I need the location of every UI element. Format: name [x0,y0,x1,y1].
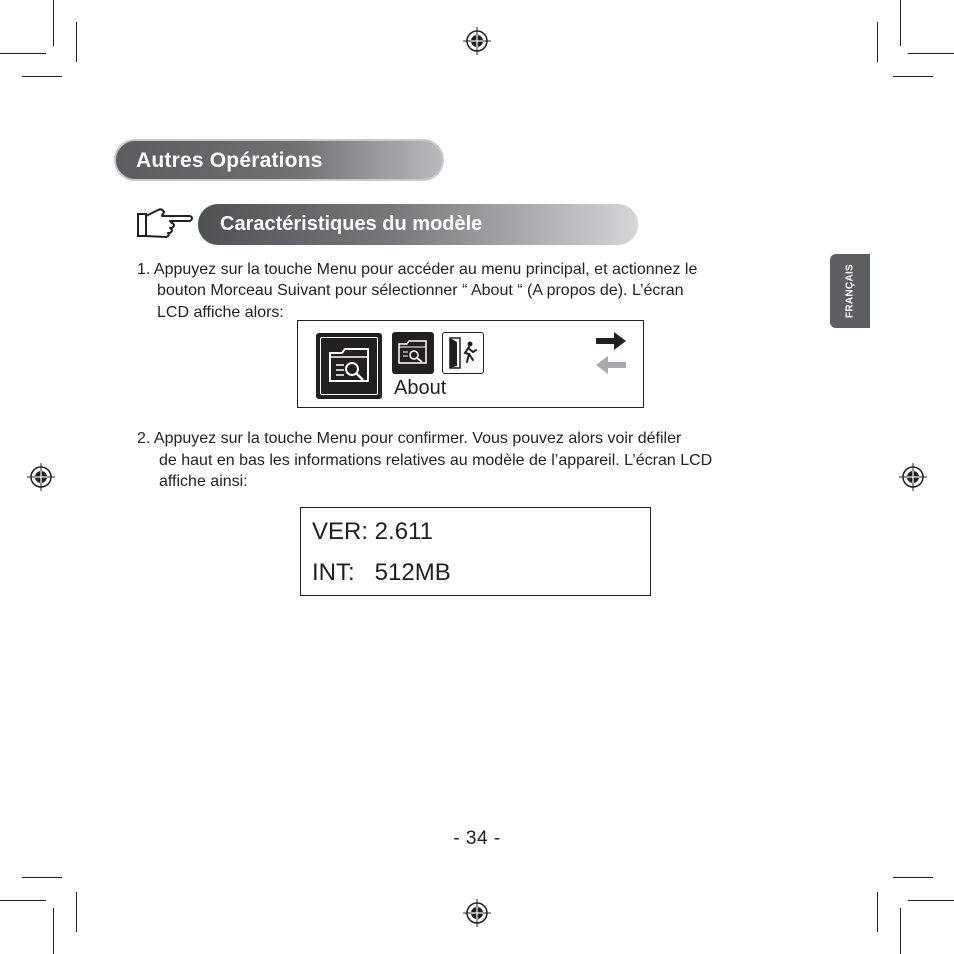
subsection-title: Caractéristiques du modèle [220,213,483,235]
page-number: - 34 - [453,828,501,849]
subsection-title-banner [198,204,638,245]
step1-line1: 1. Appuyez sur la touche Menu pour accéder au menu principal, et actionnez le [137,261,698,278]
crop-mark [0,900,46,901]
menu-item-label: About [394,377,447,399]
language-tab-label: FRANÇAIS [844,263,856,319]
crop-mark [877,22,878,62]
crop-mark [900,908,901,954]
exit-door-icon [442,332,484,374]
crop-mark [893,76,933,77]
crop-mark [76,22,77,62]
about-folder-small-icon [392,332,434,374]
crop-mark [53,0,54,46]
step2-line1: 2. Appuyez sur la touche Menu pour confirmer. Vous pouvez alors voir défiler [137,430,682,447]
section-title-banner [114,139,444,181]
registration-mark-icon [463,27,491,55]
section-title: Autres Opérations [136,149,323,172]
crop-mark [22,877,62,878]
step2-line3: affiche ainsi: [159,473,248,490]
lcd-menu-screen [297,320,644,408]
about-folder-icon [316,333,382,399]
version-line: VER: 2.611 [312,518,433,545]
registration-mark-icon [463,899,491,927]
step1-line3: LCD affiche alors: [157,304,284,321]
step2-line2: de haut en bas les informations relatives au modèle de l’appareil. L’écran LCD [159,452,713,469]
language-tab [830,254,870,328]
pointing-hand-icon [136,206,196,240]
crop-mark [0,53,46,54]
step1-line2: bouton Morceau Suivant pour sélectionner “ About “ (A propos de). L’écran [157,282,684,299]
crop-mark [900,0,901,46]
crop-mark [22,76,62,77]
crop-mark [877,892,878,932]
crop-mark [908,53,954,54]
crop-mark [893,877,933,878]
registration-mark-icon [27,463,55,491]
nav-arrows [594,331,628,377]
crop-mark [76,892,77,932]
lcd-info-screen [300,507,651,596]
next-arrow-icon [596,332,626,350]
registration-mark-icon [899,463,927,491]
memory-line: INT: 512MB [312,559,451,586]
crop-mark [908,900,954,901]
prev-arrow-icon [596,356,626,374]
crop-mark [53,908,54,954]
